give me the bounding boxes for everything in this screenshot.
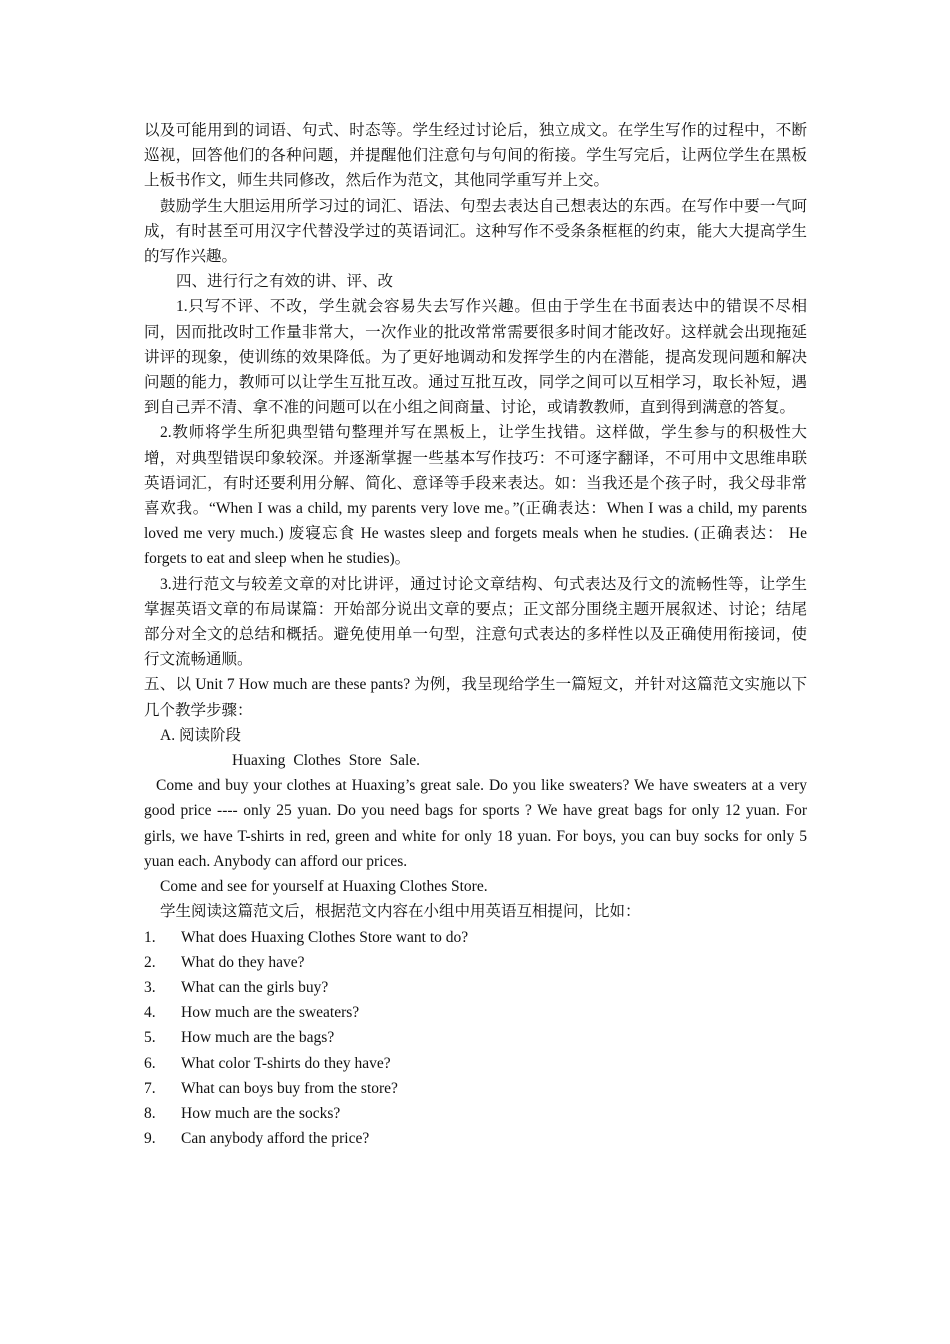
paragraph-after-reading: 学生阅读这篇范文后，根据范文内容在小组中用英语互相提问，比如： [160, 903, 641, 921]
reading-passage: Come and buy your clothes at Huaxing’s great sale. Do you like sweaters? We have sweaters at a very good price ---- only 25 yuan. Do you need bags for sports ? We have great bags for only 12 yuan. For girls, we have T-shirts in red, green and white for only 18 yuan. For boys, you can buy socks for only 5 yuan each. Anybody can afford our prices. [144, 777, 807, 870]
question-number: 9. [144, 1130, 156, 1148]
question-text: What can boys buy from the store? [181, 1079, 398, 1097]
list-item [144, 1051, 807, 1076]
question-text: What can the girls buy? [181, 978, 329, 996]
reading-title-word: Huaxing [232, 752, 286, 770]
paragraph-point-2: 2.教师将学生所犯典型错句整理并写在黑板上，让学生找错。这样做，学生参与的积极性大增，对典型错误印象较深。并逐渐掌握一些基本写作技巧：不可逐字翻译，不可用中文思维串联英语词汇，有时还要利用分解、简化、意译等手段来表达。如：当我还是个孩子时，我父母非常喜欢我。“When I was a child, my parents very love me。”(正确表达：When I was a child, my parents loved me very much.) 废寝忘食 He wastes sleep and forgets meals when he studies. (正确表达： He forgets to eat and sleep when he studies)。 [144, 424, 807, 568]
question-number: 2. [144, 953, 156, 971]
question-text: How much are the bags? [181, 1029, 335, 1047]
question-number: 5. [144, 1029, 156, 1047]
list-item [144, 1101, 807, 1126]
question-list [144, 925, 807, 1152]
list-item [144, 925, 807, 950]
list-item [144, 1126, 807, 1151]
reading-title-word: Sale. [389, 752, 421, 770]
paragraph-point-1: 1.只写不评、不改，学生就会容易失去写作兴趣。但由于学生在书面表达中的错误不尽相同，因而批改时工作量非常大，一次作业的批改常常需要很多时间才能改好。这样就会出现拖延讲评的现象，使训练的效果降低。为了更好地调动和发挥学生的内在潜能，提高发现问题和解决问题的能力，教师可以让学生互批互改。通过互批互改，同学之间可以互相学习，取长补短，遇到自己弄不清、拿不准的问题可以在小组之间商量、讨论，或请教教师，直到得到满意的答复。 [144, 298, 807, 417]
reading-closing: Come and see for yourself at Huaxing Clothes Store. [160, 878, 488, 896]
section-heading-5: 五、以 Unit 7 How much are these pants? 为例，我呈现给学生一篇短文，并针对这篇范文实施以下几个教学步骤： [144, 676, 807, 719]
list-item [144, 975, 807, 1000]
list-item [144, 1076, 807, 1101]
question-number: 1. [144, 928, 156, 946]
paragraph-discussion: 以及可能用到的词语、句式、时态等。学生经过讨论后，独立成文。在学生写作的过程中，不断巡视，回答他们的各种问题，并提醒他们注意句与句间的衔接。学生写完后，让两位学生在黑板上板书作文，师生共同修改，然后作为范文，其他同学重写并上交。 [144, 122, 807, 190]
paragraph-point-3: 3.进行范文与较差文章的对比讲评，通过讨论文章结构、句式表达及行文的流畅性等，让学生掌握英语文章的布局谋篇：开始部分说出文章的要点；正文部分围绕主题开展叙述、讨论；结尾部分对全文的总结和概括。避免使用单一句型，注意句式表达的多样性以及正确使用衔接词，使行文流畅通顺。 [144, 575, 807, 669]
reading-title-word: Clothes [293, 752, 341, 770]
step-a-heading: A. 阅读阶段 [160, 726, 241, 744]
section-heading-4: 四、进行行之有效的讲、评、改 [176, 273, 394, 291]
question-number: 7. [144, 1079, 156, 1097]
reading-title [144, 748, 807, 773]
paragraph-encourage: 鼓励学生大胆运用所学习过的词汇、语法、句型去表达自己想表达的东西。在写作中要一气呵成，有时甚至可用汉字代替没学过的英语词汇。这种写作不受条条框框的约束，能大大提高学生的写作兴趣。 [144, 197, 807, 266]
question-text: What does Huaxing Clothes Store want to do? [181, 928, 469, 946]
question-number: 8. [144, 1104, 156, 1122]
question-text: What color T-shirts do they have? [181, 1054, 391, 1072]
question-number: 3. [144, 978, 156, 996]
question-number: 4. [144, 1004, 156, 1022]
question-number: 6. [144, 1054, 156, 1072]
list-item [144, 950, 807, 975]
question-text: What do they have? [181, 953, 305, 971]
question-text: How much are the sweaters? [181, 1004, 360, 1022]
question-text: Can anybody afford the price? [181, 1130, 370, 1148]
question-text: How much are the socks? [181, 1104, 341, 1122]
reading-title-word: Store [348, 752, 382, 770]
list-item [144, 1000, 807, 1025]
document-page [144, 118, 807, 1151]
list-item [144, 1025, 807, 1050]
